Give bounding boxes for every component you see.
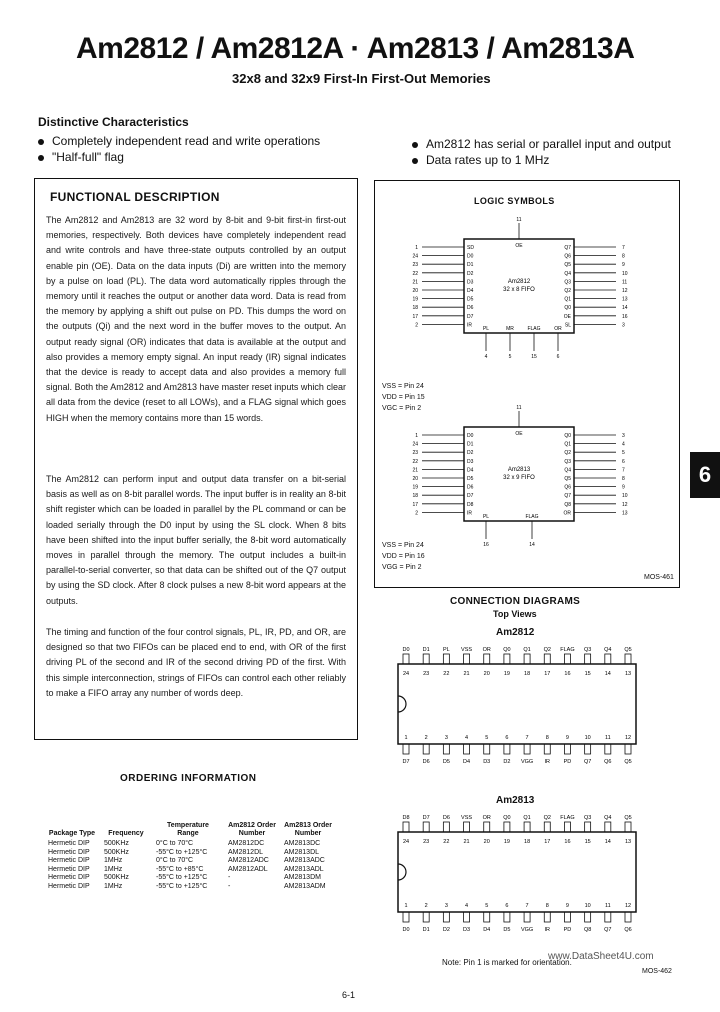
- pin-label: PL: [482, 326, 490, 332]
- pin-label: D8: [467, 501, 474, 508]
- characteristic-item: Am2812 has serial or parallel input and output: [412, 137, 671, 151]
- package-pin: [423, 822, 429, 832]
- pin-label: Q8: [564, 501, 571, 508]
- pin-label: VGG: [520, 927, 534, 933]
- pin-number: 18: [412, 305, 418, 312]
- package-pin: [403, 822, 409, 832]
- pin-number: 14: [604, 839, 611, 845]
- pin-label: D1: [467, 262, 474, 269]
- pin-label: Q5: [624, 647, 632, 653]
- pin-label: D2: [467, 450, 474, 457]
- table-row: Hermetic DIP 1MHz -55°C to +85°C AM2812ADL AM2813ADL: [48, 865, 324, 873]
- pin-number: 14: [529, 542, 535, 548]
- package-pin: [564, 912, 570, 922]
- pin-label: OE: [563, 313, 571, 320]
- pin-number: 16: [564, 839, 571, 845]
- pin-number: 24: [402, 671, 410, 677]
- pin-number: 6: [505, 735, 509, 741]
- connection-diagrams-heading: CONNECTION DIAGRAMS: [450, 596, 581, 607]
- characteristic-item: "Half-full" flag: [38, 150, 124, 164]
- package-pin: [544, 744, 550, 754]
- pin-number: 8: [545, 903, 549, 909]
- pin-number: 6: [556, 354, 560, 360]
- pin-label: D6: [442, 815, 450, 821]
- package-pin: [564, 822, 570, 832]
- characteristics-heading: Distinctive Characteristics: [38, 115, 189, 129]
- pin-label: Q4: [564, 270, 571, 277]
- pin-label: Q4: [604, 815, 612, 821]
- package-pin: [484, 822, 490, 832]
- pin-number: 3: [444, 903, 448, 909]
- pin-number: 20: [412, 476, 418, 482]
- package-pin: [585, 654, 591, 664]
- pin-number: 6: [622, 458, 625, 465]
- pin-number: 16: [483, 542, 489, 548]
- pin-number: 4: [465, 903, 469, 909]
- package-pin: [403, 654, 409, 664]
- pin-number: 12: [622, 288, 628, 294]
- dip-body: [398, 664, 636, 744]
- pin-number: 16: [622, 313, 628, 320]
- pin-number: 9: [565, 903, 569, 909]
- pin-number: 23: [412, 450, 418, 457]
- pin-number: 17: [412, 501, 418, 508]
- pin-label: Q1: [564, 296, 571, 303]
- pin-label: OR: [482, 815, 491, 821]
- package-pin: [464, 744, 470, 754]
- am2813-dip-package: [398, 815, 636, 933]
- pin-label: D4: [463, 759, 471, 765]
- col-am2813-order: Am2813 Order Number: [284, 822, 332, 837]
- pin-label: D4: [467, 288, 474, 294]
- pin-label: D3: [463, 927, 471, 933]
- package-pin: [504, 654, 510, 664]
- pin-number: 24: [402, 839, 410, 845]
- package-pin: [524, 822, 530, 832]
- package-pin: [504, 744, 510, 754]
- pin-label: D5: [467, 476, 474, 482]
- pin-label: IR: [467, 322, 472, 329]
- pin-label: VSS: [461, 647, 473, 653]
- table-row: Hermetic DIP 500KHz -55°C to +125°C - AM2813DM: [48, 874, 321, 882]
- pin-number: 13: [624, 839, 632, 845]
- pin-number: 8: [622, 476, 625, 482]
- package-pin: [544, 912, 550, 922]
- pin-label: OR: [563, 510, 571, 517]
- pin-label: Q6: [624, 927, 632, 933]
- pin-label: D5: [467, 296, 474, 303]
- pin-label: D2: [442, 927, 450, 933]
- characteristic-item: Data rates up to 1 MHz: [412, 153, 549, 167]
- pin-label: D2: [467, 270, 474, 277]
- col-am2812-order: Am2812 Order Number: [228, 822, 276, 837]
- pin-number: 18: [524, 839, 531, 845]
- pin-label: Q7: [564, 493, 571, 500]
- pin-label: D7: [467, 313, 474, 320]
- pin-label: VGG: [520, 759, 534, 765]
- package-pin: [443, 912, 449, 922]
- pin-number: 21: [412, 467, 418, 474]
- pin-number: 11: [604, 735, 611, 741]
- pin-label: Q4: [604, 647, 612, 653]
- pin-number: 1: [415, 433, 418, 439]
- package-pin: [403, 912, 409, 922]
- pin-label: Q5: [564, 476, 571, 482]
- package-pin: [564, 744, 570, 754]
- pin-label: Q6: [564, 484, 571, 491]
- pin-number: 20: [483, 671, 490, 677]
- am2813-logic-symbol: [412, 405, 627, 548]
- pin-label: VSS: [461, 815, 473, 821]
- pin-label: IR: [544, 927, 551, 933]
- chip-body: [464, 427, 574, 521]
- chip-name: Am2812: [507, 279, 531, 285]
- power-pins-am2812: VSS = Pin 24 VDD = Pin 15 VGC = Pin 2: [382, 383, 425, 412]
- functional-paragraph-2: The Am2812 can perform input and output data transfer on a bit-serial basis as well as on 8-bit parallel words. The input buffer is in reality an 8-bit shift register which can be loaded in parallel by the PL command or can be loaded serially through the D0 input by using the SL clock. When 8 bits have been shifted into the input buffer serially, the 8-bit word automatically moves in parallel through the memory. The output includes a built-in parallel-to-serial converter, so that data can be shifted out of the Q7 output by using the SD clock. After 8 clock pulses a new 8-bit word appears at the outputs.: [46, 474, 346, 606]
- pin-label: D0: [402, 927, 410, 933]
- pin-label: D5: [442, 759, 450, 765]
- pin-label: D6: [467, 484, 474, 491]
- pin-number: 22: [443, 671, 450, 677]
- pin-label: OR: [482, 647, 491, 653]
- pin-number: 9: [622, 262, 625, 269]
- dip-body: [398, 832, 636, 912]
- package-pin: [484, 744, 490, 754]
- pin-label: D3: [483, 759, 491, 765]
- package-pin: [564, 654, 570, 664]
- figure-code: MOS-461: [644, 574, 674, 581]
- pin-label: Q5: [624, 815, 632, 821]
- pin-number: 24: [412, 253, 418, 260]
- pin-number: 22: [443, 839, 450, 845]
- pin-number: 17: [544, 671, 551, 677]
- package-pin: [605, 822, 611, 832]
- pin-number: 7: [525, 735, 529, 741]
- pin-number: 11: [516, 217, 522, 223]
- pin-label: D6: [467, 305, 474, 312]
- pin-number: 3: [622, 433, 625, 439]
- package-pin: [484, 912, 490, 922]
- package-pin: [585, 744, 591, 754]
- pin-label: PL: [482, 514, 490, 520]
- package-pin: [504, 822, 510, 832]
- chip-subtitle: 32 x 9 FIFO: [503, 475, 535, 481]
- table-row: Hermetic DIP 1MHz -55°C to +125°C - AM2813ADM: [48, 882, 326, 890]
- pin-number: 8: [545, 735, 549, 741]
- pin-number: 20: [412, 288, 418, 294]
- am2812-logic-symbol: [412, 217, 627, 360]
- pin-label: D3: [467, 458, 474, 465]
- pin-number: 6: [505, 903, 509, 909]
- functional-paragraph-3: The timing and function of the four control signals, PL, IR, PD, and OR, are designed so that two FIFOs can be placed end to end, with OR of the first driving PL of the second and IR of the second driving PD of the first. With this simple interconnection, strings of FIFOs can control each other reliably to make a FIFO array any number of words deep.: [46, 627, 346, 698]
- pin-label: D4: [483, 927, 491, 933]
- package-name-am2812: Am2812: [496, 627, 535, 638]
- orientation-notch: [398, 696, 406, 712]
- pin-label: Q0: [503, 815, 511, 821]
- pin-number: 4: [484, 354, 488, 360]
- page-title: Am2812 / Am2812A · Am2813 / Am2813A: [76, 32, 635, 65]
- chip-name: Am2813: [507, 467, 531, 473]
- pin-label: MR: [506, 326, 514, 332]
- package-pin: [625, 912, 631, 922]
- page-number: 6-1: [342, 990, 356, 1000]
- pin-number: 11: [604, 903, 611, 909]
- pin-number: 13: [624, 671, 632, 677]
- pin-number: 12: [622, 501, 628, 508]
- package-pin: [605, 654, 611, 664]
- package-pin: [403, 744, 409, 754]
- pin-label: D1: [422, 927, 430, 933]
- package-pin: [464, 912, 470, 922]
- pin-number: 10: [584, 903, 591, 909]
- package-pin: [544, 822, 550, 832]
- package-pin: [524, 654, 530, 664]
- pin-label: Q3: [583, 647, 592, 653]
- pin-label: Q4: [564, 467, 571, 474]
- functional-paragraph-1: The Am2812 and Am2813 are 32 word by 8-bit and 9-bit first-in first-out memories, respectively. Both devices have completely independent read and write controls and have three-state outputs controlled by an output enable pin (OE). Data on the data inputs (Di) are written into the memory by a pulse on load (PL). The data word automatically ripples through the memory until it reaches the output or another data word. Data is read from the memory by applying a shift out pulse on PD. This dumps the word on the outputs (Qi) and the next word in the buffer moves to the output. An output ready signal (OR) indicates that data is available at the output and also provides a memory empty signal. An input ready (IR) signal indicates that the device is ready to accept data and also provides a memory full signal. Both the Am2812 and Am2813 have master reset inputs which clear all data from the device (reset to all LOWs), and a FLAG signal which goes HIGH when the memory contains more than 15 words.: [46, 215, 346, 423]
- pin-number: 1: [415, 245, 418, 251]
- package-pin: [585, 912, 591, 922]
- pin-number: 23: [412, 262, 418, 269]
- pin-label: D8: [402, 815, 410, 821]
- pin-label: Q8: [583, 927, 592, 933]
- pin-label: D3: [467, 279, 474, 286]
- package-pin: [423, 912, 429, 922]
- connection-diagrams-subheading: Top Views: [493, 609, 537, 619]
- pin-number: 15: [584, 839, 591, 845]
- pin-label: OR: [554, 326, 562, 332]
- pin-label: FLAG: [525, 514, 539, 520]
- pin-number: 11: [622, 279, 628, 286]
- pin-label: OE: [515, 431, 523, 437]
- pin-number: 9: [565, 735, 569, 741]
- pin-number: 17: [412, 313, 418, 320]
- pin-label: Q7: [564, 245, 571, 251]
- pin-number: 2: [415, 322, 418, 329]
- package-pin: [504, 912, 510, 922]
- pin-number: 15: [531, 354, 537, 360]
- pin-label: Q7: [604, 927, 612, 933]
- table-row: Hermetic DIP 500KHz -55°C to +125°C AM2812DL AM2813DL: [48, 848, 320, 856]
- pin-label: Q2: [543, 815, 551, 821]
- connection-diagrams: [376, 640, 678, 958]
- pin-number: 10: [622, 493, 628, 500]
- characteristic-item: Completely independent read and write operations: [38, 134, 320, 148]
- package-pin: [524, 912, 530, 922]
- package-pin: [484, 654, 490, 664]
- package-name-am2813: Am2813: [496, 795, 535, 806]
- pin-number: 7: [622, 245, 625, 251]
- package-pin: [625, 654, 631, 664]
- pin-label: Q5: [624, 759, 632, 765]
- col-package: Package Type: [48, 830, 96, 837]
- package-pin: [423, 744, 429, 754]
- pin-number: 3: [622, 322, 625, 329]
- pin-label: FLAG: [527, 326, 541, 332]
- col-frequency: Frequency: [108, 830, 144, 837]
- pin-label: D1: [467, 441, 474, 448]
- ordering-header-row: [44, 822, 336, 840]
- pin-label: Q0: [564, 433, 571, 439]
- pin-number: 7: [525, 903, 529, 909]
- pin-label: PD: [563, 927, 572, 933]
- pin-number: 22: [412, 270, 418, 277]
- pin-label: OE: [515, 243, 523, 249]
- pin-label: SL: [564, 322, 571, 329]
- pin-label: D0: [467, 253, 474, 260]
- pin-number: 23: [423, 839, 430, 845]
- pin-number: 5: [508, 354, 512, 360]
- pin-number: 4: [465, 735, 469, 741]
- pin-label: Q3: [564, 458, 571, 465]
- pin-label: Q3: [564, 279, 571, 286]
- pin-number: 1: [404, 903, 408, 909]
- pin-label: D6: [422, 759, 430, 765]
- logic-symbols-heading: LOGIC SYMBOLS: [474, 196, 555, 206]
- pin-number: 9: [622, 484, 625, 491]
- pin-number: 7: [622, 467, 625, 474]
- pin-number: 10: [622, 270, 628, 277]
- ordering-table: [44, 822, 336, 892]
- pin-number: 4: [622, 441, 625, 448]
- pin-number: 11: [516, 405, 522, 411]
- functional-description-heading: FUNCTIONAL DESCRIPTION: [50, 190, 220, 204]
- pin-number: 5: [485, 903, 489, 909]
- pin-number: 15: [584, 671, 591, 677]
- pin-number: 16: [564, 671, 571, 677]
- pin-label: Q0: [564, 305, 571, 312]
- package-pin: [464, 822, 470, 832]
- pin-number: 21: [412, 279, 418, 286]
- pin-number: 3: [444, 735, 448, 741]
- pin-label: Q2: [543, 647, 551, 653]
- orientation-notch: [398, 864, 406, 880]
- package-pin: [423, 654, 429, 664]
- package-pin: [443, 744, 449, 754]
- col-temperature: Temperature Range: [167, 822, 209, 837]
- pin-label: D7: [467, 493, 474, 500]
- pin-label: D1: [422, 647, 430, 653]
- package-pin: [625, 822, 631, 832]
- pin-number: 18: [412, 493, 418, 500]
- package-pin: [464, 654, 470, 664]
- pin-label: D4: [467, 467, 474, 474]
- pin-number: 21: [463, 671, 470, 677]
- pin-number: 19: [412, 296, 418, 303]
- pin-label: D0: [402, 647, 410, 653]
- package-pin: [605, 744, 611, 754]
- pin-label: D5: [503, 927, 511, 933]
- package-pin: [625, 744, 631, 754]
- pin-number: 13: [622, 296, 628, 303]
- page-subtitle: 32x8 and 32x9 First-In First-Out Memories: [232, 71, 491, 86]
- chip-subtitle: 32 x 8 FIFO: [503, 287, 535, 293]
- pin-label: Q2: [564, 450, 571, 457]
- pin-label: Q3: [583, 815, 592, 821]
- pin-label: Q5: [564, 262, 571, 269]
- pin-number: 14: [622, 305, 628, 312]
- package-pin: [524, 744, 530, 754]
- pin-number: 10: [584, 735, 591, 741]
- pin-label: Q6: [604, 759, 612, 765]
- package-pin: [443, 822, 449, 832]
- pin-number: 2: [424, 903, 428, 909]
- chip-body: [464, 239, 574, 333]
- pin-label: Q2: [564, 288, 571, 294]
- watermark: www.DataSheet4U.com: [548, 951, 654, 962]
- pin-number: 1: [404, 735, 408, 741]
- pin-number: 8: [622, 253, 625, 260]
- pin-number: 13: [622, 510, 628, 517]
- figure-code: MOS-462: [642, 968, 672, 975]
- package-pin: [544, 654, 550, 664]
- orientation-note: Note: Pin 1 is marked for orientation.: [442, 958, 572, 967]
- pin-label: PD: [563, 759, 572, 765]
- pin-label: Q7: [583, 759, 592, 765]
- power-pins-am2813: VSS = Pin 24 VDD = Pin 16 VGG = Pin 2: [382, 542, 425, 571]
- pin-label: FLAG: [560, 647, 575, 653]
- pin-label: Q6: [564, 253, 571, 260]
- pin-number: 18: [524, 671, 531, 677]
- pin-label: SD: [467, 245, 474, 251]
- pin-label: D2: [503, 759, 511, 765]
- pin-number: 19: [412, 484, 418, 491]
- pin-number: 23: [423, 671, 430, 677]
- pin-number: 21: [463, 839, 470, 845]
- pin-number: 14: [604, 671, 611, 677]
- am2812-dip-package: [398, 647, 636, 765]
- pin-label: D7: [422, 815, 430, 821]
- pin-label: Q0: [503, 647, 511, 653]
- package-pin: [605, 912, 611, 922]
- pin-number: 2: [415, 510, 418, 517]
- pin-label: Q1: [523, 647, 531, 653]
- ordering-heading: ORDERING INFORMATION: [120, 773, 257, 784]
- pin-label: IR: [544, 759, 551, 765]
- package-pin: [443, 654, 449, 664]
- pin-label: D0: [467, 433, 474, 439]
- pin-number: 12: [624, 903, 632, 909]
- table-row: Hermetic DIP 500KHz 0°C to 70°C AM2812DC AM2813DC: [48, 840, 321, 847]
- pin-number: 19: [503, 671, 510, 677]
- pin-label: Q1: [564, 441, 571, 448]
- table-row: Hermetic DIP 1MHz 0°C to 70°C AM2812ADC AM2813ADC: [48, 857, 325, 865]
- pin-number: 22: [412, 458, 418, 465]
- pin-number: 17: [544, 839, 551, 845]
- package-pin: [585, 822, 591, 832]
- pin-number: 12: [624, 735, 632, 741]
- pin-label: FLAG: [560, 815, 575, 821]
- pin-number: 2: [424, 735, 428, 741]
- pin-label: IR: [467, 510, 472, 517]
- pin-number: 20: [483, 839, 490, 845]
- section-tab: 6: [690, 452, 720, 498]
- pin-number: 5: [485, 735, 489, 741]
- pin-number: 19: [503, 839, 510, 845]
- pin-label: Q1: [523, 815, 531, 821]
- pin-number: 24: [412, 441, 418, 448]
- pin-number: 5: [622, 450, 625, 457]
- pin-label: PL: [442, 647, 450, 653]
- pin-label: D7: [402, 759, 410, 765]
